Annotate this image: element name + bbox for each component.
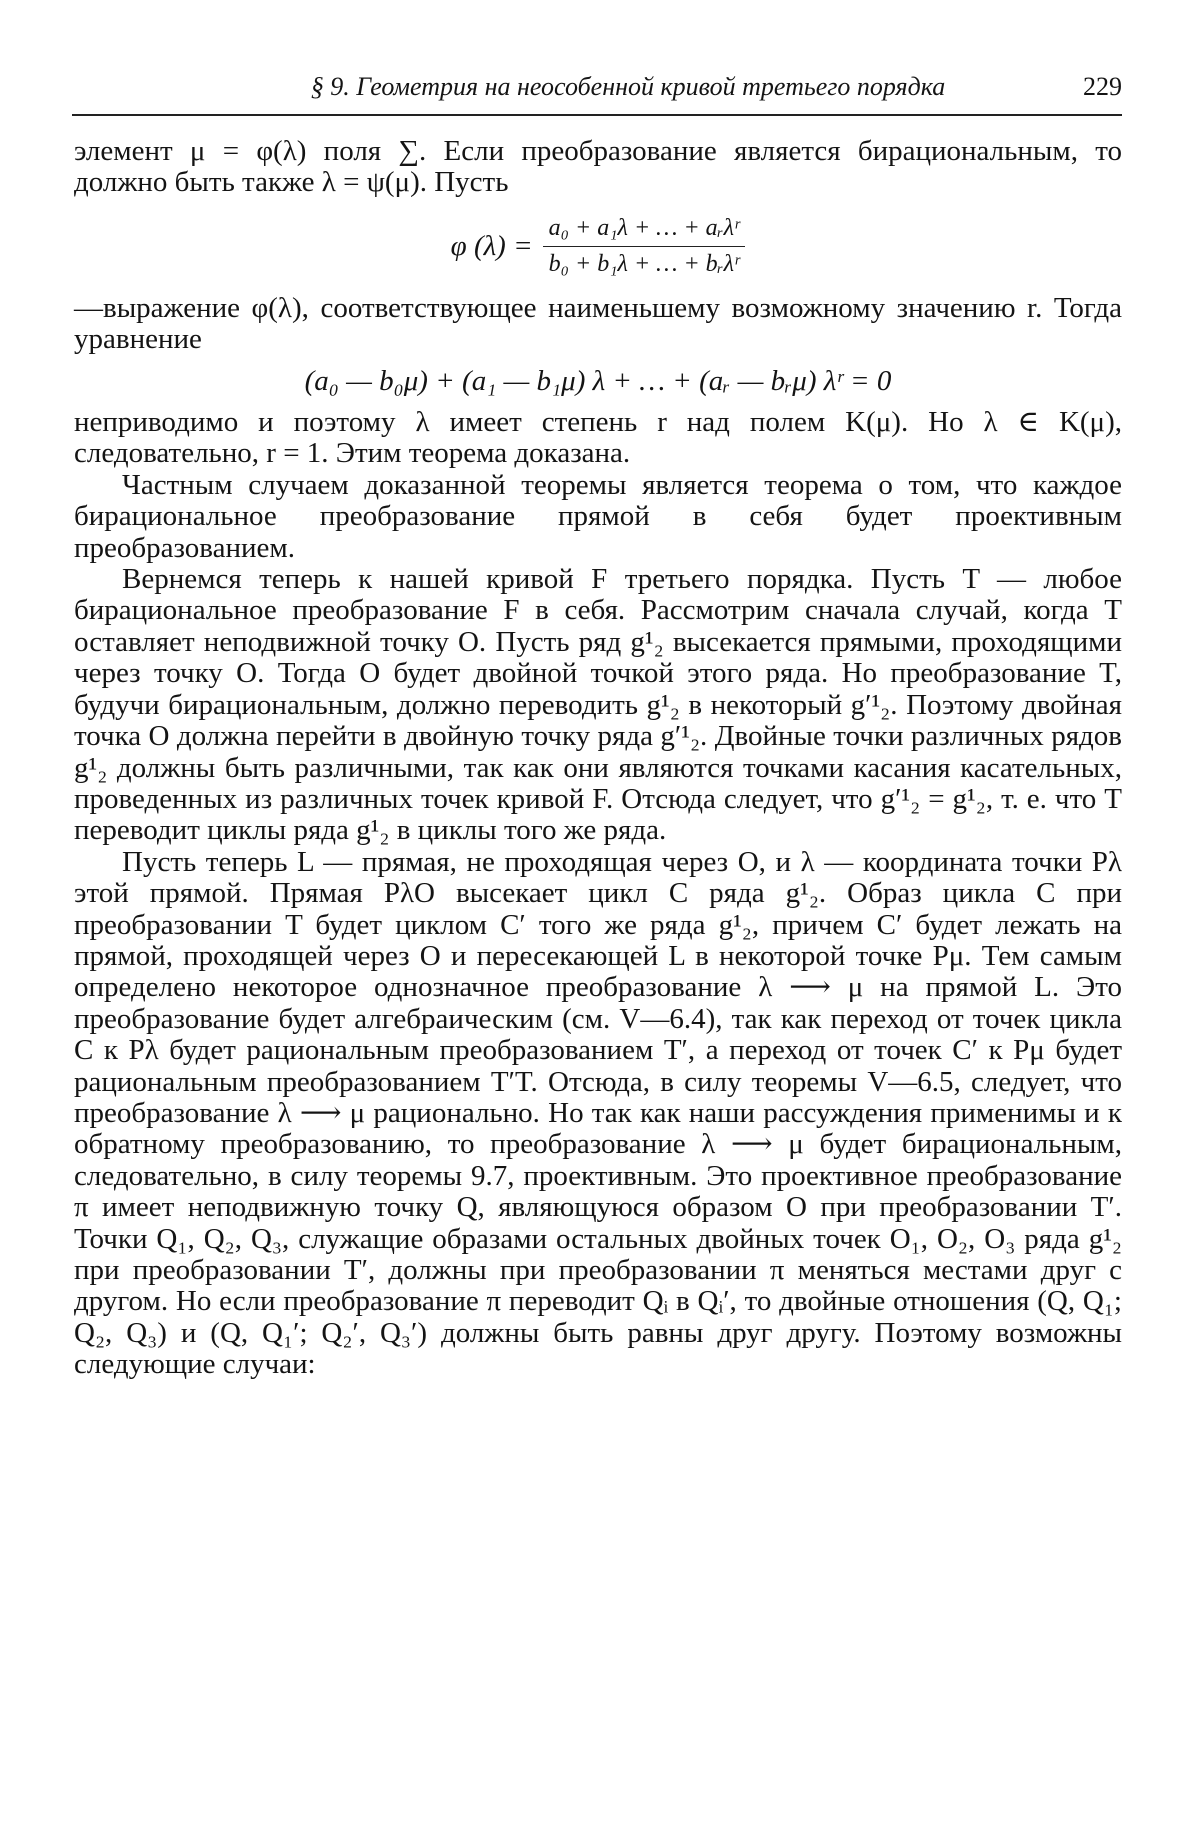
paragraph-4: Частным случаем доказанной теоремы является теорема о том, что каждое бирациональное преобразование прямой в себя будет проективным преобразованием. [74, 468, 1122, 564]
paragraph-2: —выражение φ(λ), соответствующее наименьшему возможному значению r. Тогда уравнение [74, 291, 1122, 356]
paragraph-6: Пусть теперь L — прямая, не проходящая через O, и λ — координата точки Pλ этой прямой. Прямая PλO высекает цикл C ряда g¹₂. Образ цикла C при преобразовании T будет циклом C′ того же ряда g¹₂, причем C′ будет лежать на прямой, проходящей через O и пересекающей L в некоторой точке Pμ. Тем самым определено некоторое однозначное преобразование λ ⟶ μ на прямой L. Это преобразование будет алгебраическим (см. V—6.4), так как переход от точек цикла C к Pλ будет рациональным преобразованием T′, а переход от точек C′ к Pμ будет рациональным преобразованием T′T. Отсюда, в силу теоремы V—6.5, следует, что преобразование λ ⟶ μ рационально. Но так как наши рассуждения применимы и к обратному преобразованию, то преобразование λ ⟶ μ будет бирациональным, следовательно, в силу теоремы 9.7, проективным. Это проективное преобразование π имеет неподвижную точку Q, являющуюся образом O при преобразовании T′. Точки Q₁, Q₂, Q₃, служащие образами остальных двойных точек O₁, O₂, O₃ ряда g¹₂ при преобразовании T′, должны при преобразовании π меняться местами друг с другом. Но если преобразование π переводит Qᵢ в Qᵢ′, то двойные отношения (Q, Q₁; Q₂, Q₃) и (Q, Q₁′; Q₂′, Q₃′) должны быть равны друг другу. Поэтому возможны следующие случаи: [74, 845, 1122, 1381]
running-header [72, 64, 1122, 116]
fraction [543, 213, 746, 281]
section-title: § 9. Геометрия на неособенной кривой третьего порядка [310, 72, 946, 101]
page-number: 229 [1083, 72, 1122, 101]
page-body [74, 136, 1122, 1381]
fraction-numerator: a₀ + a₁λ + … + aᵣλʳ [543, 213, 746, 247]
formula-phi-lambda [74, 207, 1122, 287]
fraction-denominator: b₀ + b₁λ + … + bᵣλʳ [548, 251, 740, 278]
formula-lhs: φ (λ) = [450, 230, 533, 263]
paragraph-5: Вернемся теперь к нашей кривой F третьего порядка. Пусть T — любое бирациональное преобразование F в себя. Рассмотрим сначала случай, когда T оставляет неподвижной точку O. Пусть ряд g¹₂ высекается прямыми, проходящими через точку O. Тогда O будет двойной точкой этого ряда. Но преобразование T, будучи бирациональным, должно переводить g¹₂ в некоторый g′¹₂. Поэтому двойная точка O должна перейти в двойную точку ряда g′¹₂. Двойные точки различных рядов g¹₂ должны быть различными, так как они являются точками касания касательных, проведенных из различных точек кривой F. Отсюда следует, что g′¹₂ = g¹₂, т. е. что T переводит циклы ряда g¹₂ в циклы того же ряда. [74, 563, 1122, 847]
paragraph-1: элемент μ = φ(λ) поля ∑. Если преобразование является бирациональным, то должно быть также λ = ψ(μ). Пусть [74, 135, 1122, 199]
paragraph-3: неприводимо и поэтому λ имеет степень r над полем K(μ). Но λ ∈ K(μ), следовательно, r = 1. Этим теорема доказана. [74, 406, 1122, 470]
formula-equation: (a₀ — b₀μ) + (a₁ — b₁μ) λ + … + (aᵣ — bᵣμ) λʳ = 0 [304, 364, 892, 397]
